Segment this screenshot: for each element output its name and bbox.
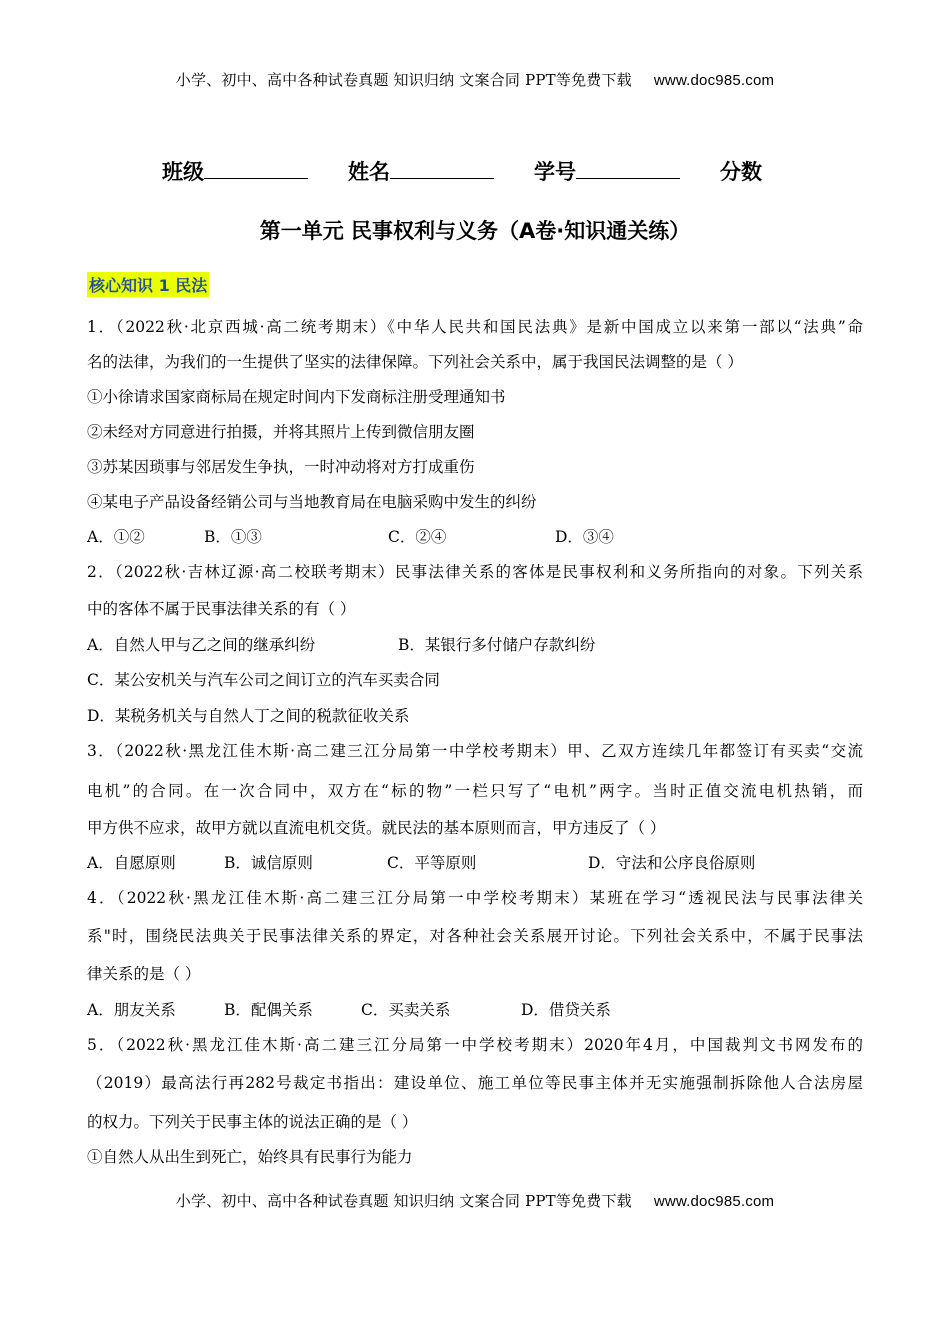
q2-options-row-1 [87,633,595,655]
header-site-link[interactable]: www.doc985.com [653,72,775,89]
q1-line-2: 名的法律，为我们的一生提供了坚实的法律保障。下列社会关系中，属于我国民法调整的是（ ） [87,353,743,371]
q2-option-b[interactable]: B．某银行多付储户存款纠纷 [398,636,596,654]
q3-option-d[interactable]: D．守法和公序良俗原则 [588,854,756,872]
q3-line-3: 甲方供不应求，故甲方就以直流电机交货。就民法的基本原则而言，甲方违反了（ ） [87,819,666,837]
q5-line-2: （2019）最高法行再282号裁定书指出：建设单位、施工单位等民事主体并无实施强制拆除他人合法房屋 [87,1074,863,1092]
score-label: 分数 [720,160,762,184]
q2-line-2: 中的客体不属于民事法律关系的有（ ） [87,600,356,618]
q1-options [87,525,614,547]
page-footer [0,1190,950,1211]
q4-line-1: 4．（2022秋·黑龙江佳木斯·高二建三江分局第一中学校考期末）某班在学习“透视民法与民事法律关 [87,889,863,907]
header-text: 小学、初中、高中各种试卷真题 知识归纳 文案合同 PPT等免费下载 [175,71,632,89]
q1-option-b[interactable]: B．①③ [204,528,262,546]
q1-item-3: ③苏某因琐事与邻居发生争执，一时冲动将对方打成重伤 [87,458,475,476]
q4-options [87,998,611,1020]
q2-option-d[interactable]: D．某税务机关与自然人丁之间的税款征收关系 [87,707,410,725]
q5-line-1: 5．（2022秋·黑龙江佳木斯·高二建三江分局第一中学校考期末）2020年4月，中国裁判文书网发布的 [87,1036,863,1054]
name-blank[interactable] [390,158,494,179]
q4-option-a[interactable]: A．朋友关系 [87,1001,176,1019]
footer-text: 小学、初中、高中各种试卷真题 知识归纳 文案合同 PPT等免费下载 [175,1192,632,1210]
q1-option-d[interactable]: D．③④ [555,528,614,546]
q5-line-3: 的权力。下列关于民事主体的说法正确的是（ ） [87,1113,418,1131]
q2-line-1: 2．（2022秋·吉林辽源·高二校联考期末）民事法律关系的客体是民事权利和义务所指向的对象。下列关系 [87,563,863,581]
q3-options [87,851,755,873]
q3-option-a[interactable]: A．自愿原则 [87,854,176,872]
q4-line-2: 系"时，围绕民法典关于民事法律关系的界定，对各种社会关系展开讨论。下列社会关系中，不属于民事法 [87,927,863,945]
q1-option-a[interactable]: A．①② [87,528,145,546]
q3-option-c[interactable]: C．平等原则 [387,854,477,872]
q1-option-c[interactable]: C．②④ [388,528,447,546]
name-label: 姓名 [348,160,390,184]
class-label: 班级 [162,160,204,184]
footer-site-link[interactable]: www.doc985.com [653,1193,775,1210]
number-label: 学号 [534,160,576,184]
q3-line-1: 3．（2022秋·黑龙江佳木斯·高二建三江分局第一中学校考期末）甲、乙双方连续几年都签订有买卖“交流 [87,742,863,760]
q3-option-b[interactable]: B．诚信原则 [224,854,313,872]
q1-item-4: ④某电子产品设备经销公司与当地教育局在电脑采购中发生的纠纷 [87,493,537,511]
student-info-line [162,156,802,186]
q1-item-1: ①小徐请求国家商标局在规定时间内下发商标注册受理通知书 [87,388,506,406]
q1-line-1: 1．（2022秋·北京西城·高二统考期末）《中华人民共和国民法典》是新中国成立以来第一部以“法典”命 [87,318,863,336]
q4-option-b[interactable]: B．配偶关系 [224,1001,313,1019]
number-blank[interactable] [576,158,680,179]
q2-option-a[interactable]: A．自然人甲与乙之间的继承纠纷 [87,636,316,654]
q1-item-2: ②未经对方同意进行拍摄，并将其照片上传到微信朋友圈 [87,423,475,441]
q3-line-2: 电机”的合同。在一次合同中，双方在“标的物”一栏只写了“电机”两字。当时正值交流电机热销，而 [87,782,863,800]
q2-option-c[interactable]: C．某公安机关与汽车公司之间订立的汽车买卖合同 [87,671,440,689]
q4-option-c[interactable]: C．买卖关系 [361,1001,451,1019]
class-blank[interactable] [204,158,308,179]
page-header [0,69,950,90]
page-title: 第一单元 民事权利与义务（A卷·知识通关练） [259,219,691,243]
q4-line-3: 律关系的是（ ） [87,965,201,983]
q4-option-d[interactable]: D．借贷关系 [521,1001,611,1019]
q5-item-1: ①自然人从出生到死亡，始终具有民事行为能力 [87,1148,413,1166]
section-heading: 核心知识 1 民法 [87,272,209,297]
